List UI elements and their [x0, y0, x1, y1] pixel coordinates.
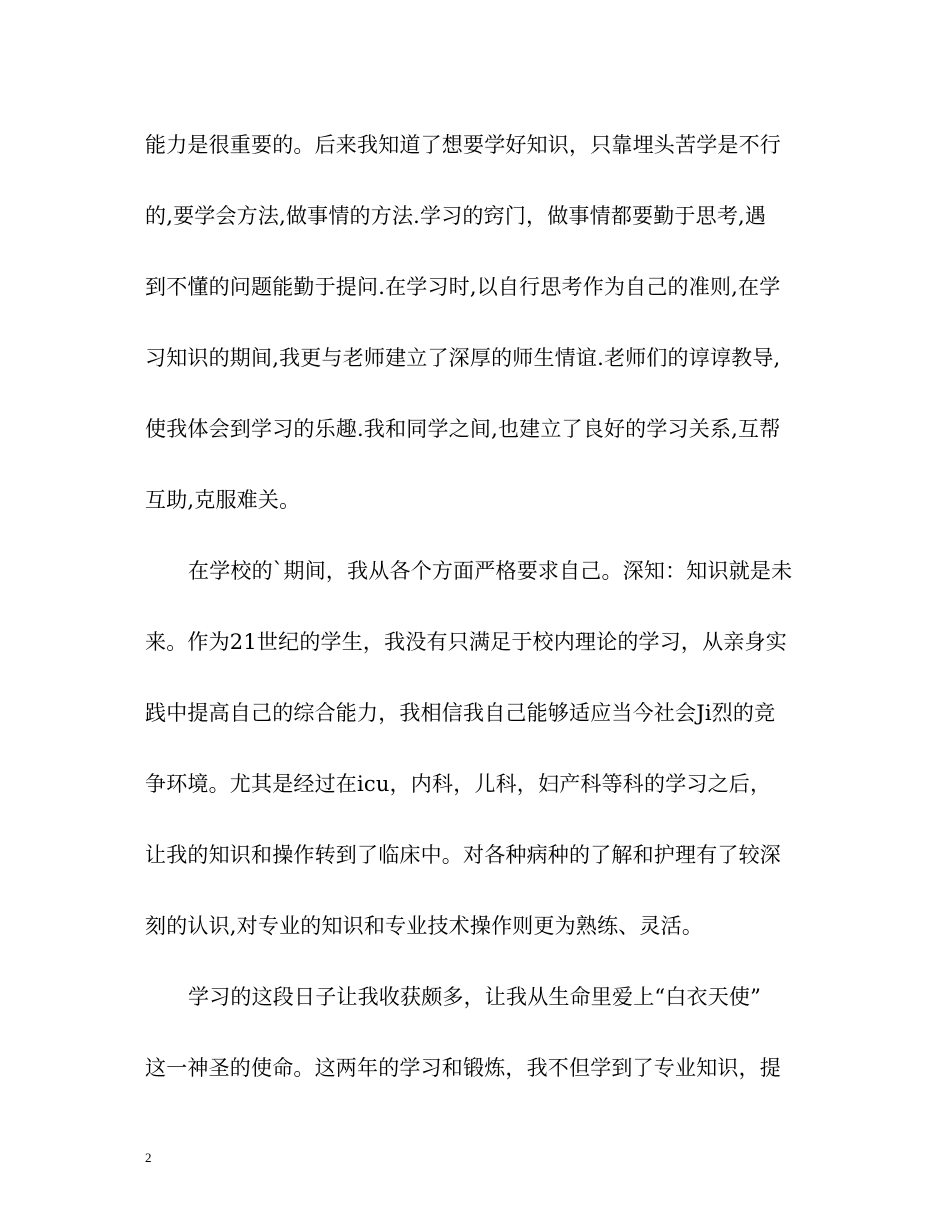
paragraph-first-line: 在学校的`期间，我从各个方面严格要求自己。深知：知识就是未	[188, 559, 793, 583]
text-line: 使我体会到学习的乐趣.我和同学之间,也建立了良好的学习关系,互帮	[145, 417, 781, 441]
text-line: 刻的认识,对专业的知识和专业技术操作则更为熟练、灵活。	[145, 914, 704, 938]
text-line: 这一神圣的使命。这两年的学习和锻炼，我不但学到了专业知识，提	[145, 1056, 781, 1080]
text-line: 践中提高自己的综合能力，我相信我自己能够适应当今社会Ji烈的竞	[145, 701, 776, 725]
page-number: 2	[145, 1150, 152, 1165]
text-line: 的,要学会方法,做事情的方法.学习的窍门，做事情都要勤于思考,遇	[145, 204, 767, 228]
text-line: 习知识的期间,我更与老师建立了深厚的师生情谊.老师们的谆谆教导,	[145, 346, 781, 370]
text-line: 能力是很重要的。后来我知道了想要学好知识，只靠埋头苦学是不行	[145, 133, 781, 157]
text-line: 来。作为21世纪的学生，我没有只满足于校内理论的学习，从亲身实	[145, 630, 787, 654]
text-line: 让我的知识和操作转到了临床中。对各种病种的了解和护理有了较深	[145, 843, 781, 867]
text-line: 争环境。尤其是经过在icu，内科，儿科，妇产科等科的学习之后，	[145, 772, 772, 796]
text-line: 到不懂的问题能勤于提问.在学习时,以自行思考作为自己的准则,在学	[145, 275, 781, 299]
text-line: 互助,克服难关。	[145, 488, 301, 512]
paragraph-first-line: 学习的这段日子让我收获颇多，让我从生命里爱上“白衣天使”	[188, 985, 762, 1009]
